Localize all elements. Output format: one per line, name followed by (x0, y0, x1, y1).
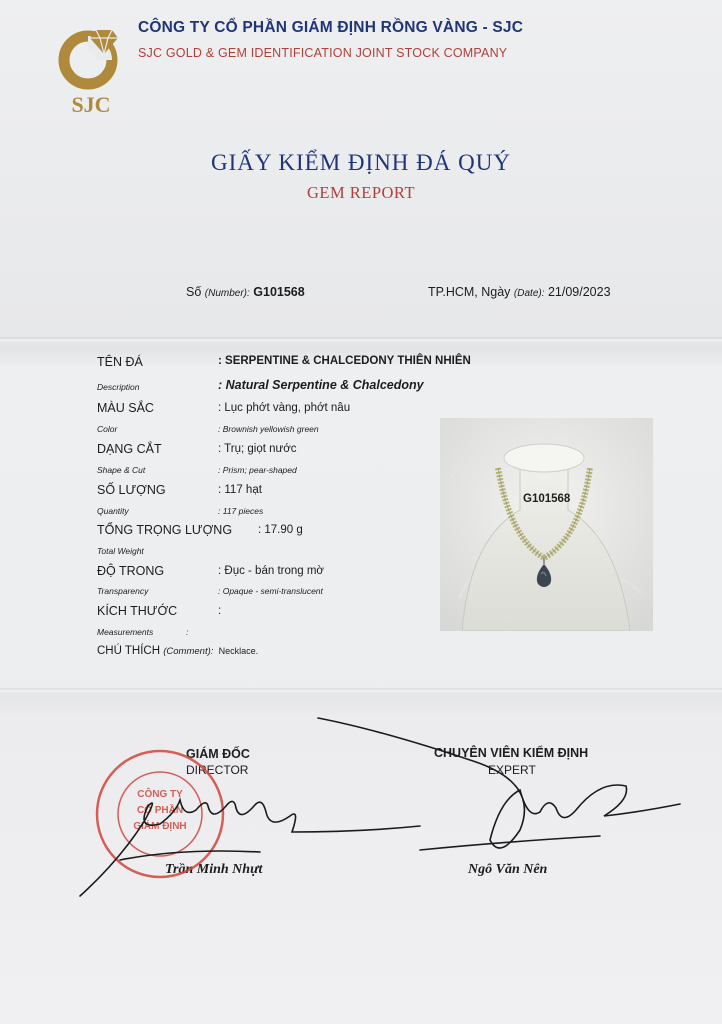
color-value-en: : Brownish yellowish green (218, 424, 319, 434)
color-value: : Lục phớt vàng, phớt nâu (218, 402, 351, 414)
measurements-label: KÍCH THƯỚC (97, 604, 178, 618)
comment-label: CHÚ THÍCH (97, 645, 161, 657)
expert-subtitle: EXPERT (488, 763, 536, 777)
company-name-vn: CÔNG TY CỔ PHẦN GIÁM ĐỊNH RỒNG VÀNG - SJC (138, 19, 524, 36)
shape-label-en: Shape & Cut (97, 465, 146, 475)
date-value: 21/09/2023 (547, 285, 611, 299)
comment-value: Necklace. (218, 646, 259, 656)
number-label-en: (Number): (204, 288, 250, 299)
stamp-line-2: CỔ PHẦN (136, 805, 184, 816)
director-subtitle: DIRECTOR (186, 763, 249, 777)
director-title: GIÁM ĐỐC (186, 747, 250, 761)
expert-name: Ngô Văn Nên (468, 862, 548, 877)
weight-label-en: Total Weight (97, 546, 144, 556)
report-date (428, 285, 611, 299)
report-number (186, 285, 305, 299)
quantity-value-en: : 117 pieces (218, 506, 264, 516)
name-label: TÊN ĐÁ (97, 355, 143, 369)
date-label: TP.HCM, Ngày (428, 285, 511, 299)
report-title-en: GEM REPORT (306, 183, 416, 202)
number-value: G101568 (253, 285, 305, 299)
description-value: : Natural Serpentine & Chalcedony (218, 378, 424, 392)
name-value: : SERPENTINE & CHALCEDONY THIÊN NHIÊN (218, 355, 471, 367)
logo-text: SJC (71, 92, 111, 117)
stamp-line-3: GIÁM ĐỊNH (133, 821, 187, 832)
shape-value: : Trụ; giọt nước (218, 443, 297, 455)
transparency-label: ĐỘ TRONG (97, 564, 165, 578)
gem-photo (440, 418, 653, 631)
measurements-value: : (218, 605, 222, 617)
transparency-value: : Đục - bán trong mờ (218, 565, 324, 577)
weight-value: : 17.90 g (258, 524, 303, 536)
quantity-value: : 117 hạt (218, 484, 262, 496)
expert-title: CHUYÊN VIÊN KIỂM ĐỊNH (434, 746, 589, 760)
weight-label: TỔNG TRỌNG LƯỢNG (97, 523, 233, 537)
description-label: Description (97, 382, 140, 392)
quantity-label: SỐ LƯỢNG (97, 483, 166, 497)
director-name: Trần Minh Nhựt (165, 862, 263, 877)
photo-code-label: G101568 (523, 493, 571, 505)
transparency-label-en: Transparency (97, 586, 149, 596)
stamp-line-1: CÔNG TY (137, 789, 183, 800)
shape-label: DẠNG CẮT (97, 442, 162, 456)
measurements-label-en: Measurements (97, 627, 154, 637)
color-label-en: Color (97, 424, 118, 434)
comment-row (97, 645, 258, 657)
comment-label-en: (Comment): (163, 646, 214, 657)
number-label: Số (186, 285, 202, 299)
date-label-en: (Date): (513, 288, 545, 299)
company-name-en: SJC GOLD & GEM IDENTIFICATION JOINT STOCK COMPANY (138, 46, 508, 60)
shape-value-en: : Prism; pear-shaped (218, 465, 297, 475)
quantity-label-en: Quantity (97, 506, 129, 516)
transparency-value-en: : Opaque - semi-translucent (218, 586, 323, 596)
fold-line (0, 688, 722, 692)
report-title-vn: GIẤY KIỂM ĐỊNH ĐÁ QUÝ (211, 150, 511, 175)
sjc-logo (56, 26, 126, 122)
color-label: MÀU SẮC (97, 401, 154, 415)
measurements-value-en: : (186, 627, 189, 637)
fold-line (0, 337, 722, 341)
